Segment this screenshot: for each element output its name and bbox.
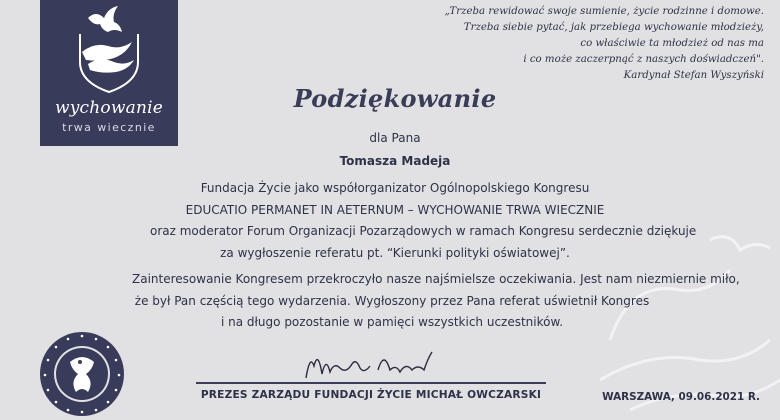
quote-line: „Trzeba rewidować swoje sumienie, życie rodzinne i domowe. bbox=[444, 6, 764, 17]
dove-hands-emblem-icon bbox=[74, 4, 144, 94]
paragraph-line: Zainteresowanie Kongresem przekroczyło nasze najśmielsze oczekiwania. Jest nam niezmiernie miło, bbox=[132, 272, 740, 286]
place-date: WARSZAWA, 09.06.2021 R. bbox=[602, 391, 760, 403]
quote-line: co właściwie ta młodzież od nas ma bbox=[580, 38, 764, 49]
logo-title: wychowanie bbox=[55, 98, 163, 118]
signer-name: PREZES ZARZĄDU FUNDACJI ŻYCIE MICHAŁ OWCZARSKI bbox=[200, 389, 542, 401]
quote-line: Trzeba siebie pytać, jak przebiega wychowanie młodzieży, bbox=[463, 22, 764, 33]
for-whom: dla Pana bbox=[369, 131, 421, 145]
quote-line: i co może zaczerpnąć z naszych doświadczeń". bbox=[523, 54, 764, 65]
recipient-name: Tomasza Madeja bbox=[339, 154, 451, 168]
quote-author: Kardynał Stefan Wyszyński bbox=[623, 70, 764, 81]
paragraph-line: Fundacja Życie jako współorganizator Ogólnopolskiego Kongresu bbox=[200, 181, 590, 195]
signature-icon bbox=[300, 344, 440, 382]
signature-line bbox=[196, 382, 546, 384]
quote-block bbox=[404, 4, 764, 84]
paragraph-line: EDUCATIO PERMANET IN AETERNUM – WYCHOWANIE TRWA WIECZNIE bbox=[185, 202, 605, 217]
paragraph-line: oraz moderator Forum Organizacji Pozarządowych w ramach Kongresu serdecznie dziękuje bbox=[150, 224, 697, 238]
closing-paragraph bbox=[132, 269, 740, 334]
paragraph-line: że był Pan częścią tego wydarzenia. Wygłoszony przez Pana referat uświetnił Kongres bbox=[134, 293, 650, 308]
paragraph-line: za wygłoszenie referatu pt. “Kierunki polityki oświatowej”. bbox=[220, 245, 570, 260]
paragraph-line: i na długo pozostanie w pamięci wszystkich uczestników. bbox=[220, 315, 564, 329]
wychowanie-logo bbox=[40, 0, 178, 146]
seal-eagle-icon bbox=[38, 330, 126, 418]
logo-subtitle: trwa wiecznie bbox=[62, 121, 156, 134]
certificate-title: Podziękowanie bbox=[293, 84, 497, 113]
thanks-paragraph bbox=[150, 178, 697, 264]
